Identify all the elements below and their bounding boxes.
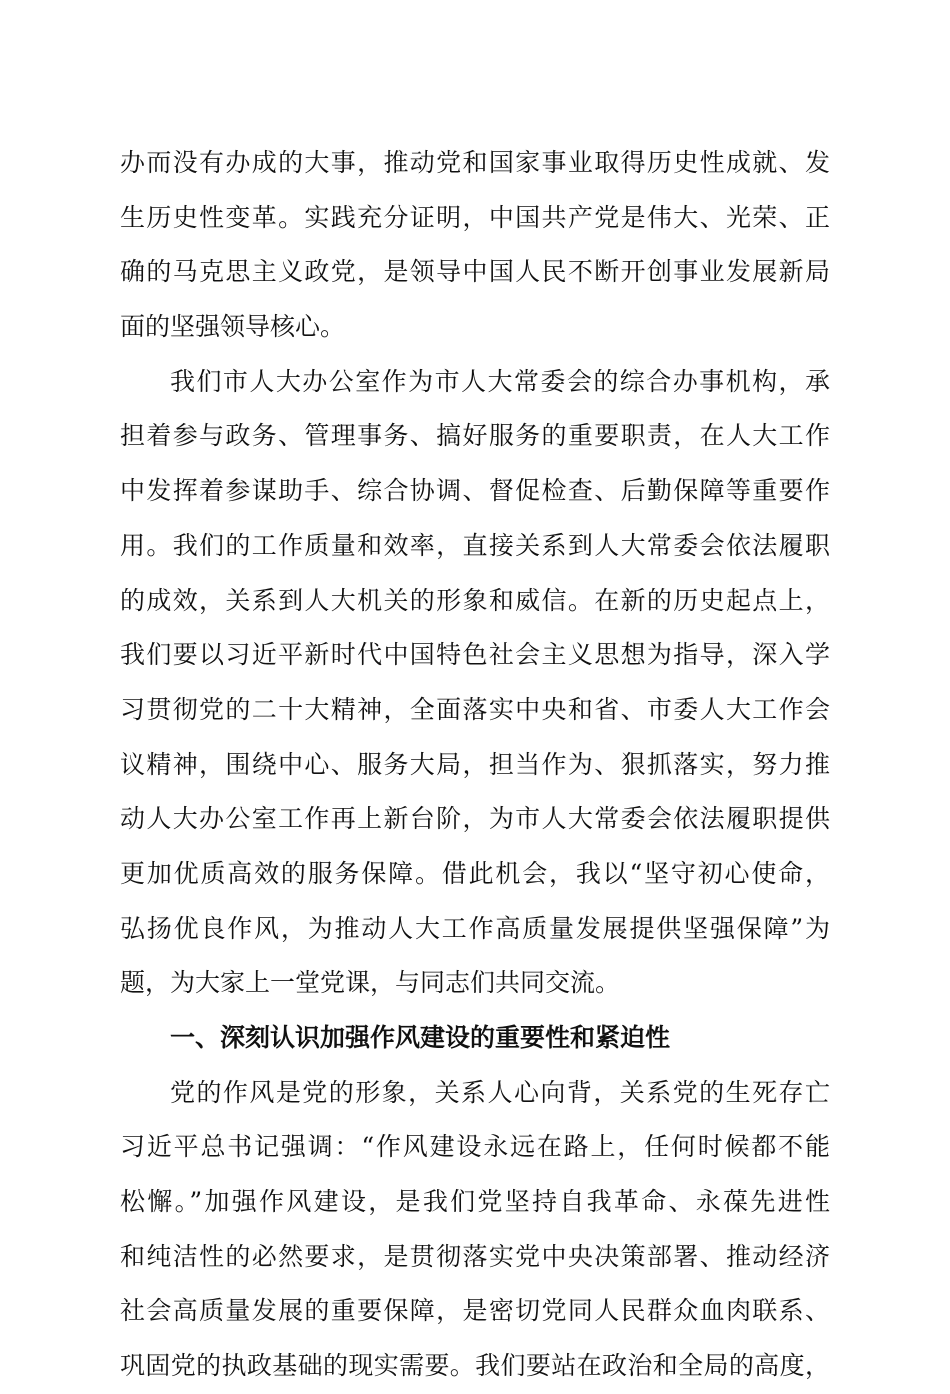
text-line: 更加优质高效的服务保障。借此机会，我以“坚守初心使命， — [120, 858, 830, 888]
text-line: 松懈。”加强作风建设，是我们党坚持自我革命、永葆先进性 — [120, 1187, 830, 1217]
text-line: 党的作风是党的形象，关系人心向背，关系党的生死存亡 — [170, 1077, 830, 1107]
text-line: 办而没有办成的大事，推动党和国家事业取得历史性成就、发 — [120, 148, 830, 177]
text-line: 的成效，关系到人大机关的形象和威信。在新的历史起点上， — [120, 585, 830, 615]
text-line: 和纯洁性的必然要求，是贯彻落实党中央决策部署、推动经济 — [120, 1241, 830, 1271]
text-line: 题，为大家上一堂党课，与同志们共同交流。 — [120, 968, 621, 998]
section-heading: 一、深刻认识加强作风建设的重要性和紧迫性 — [170, 1023, 671, 1052]
text-line: 动人大办公室工作再上新台阶，为市人大常委会依法履职提供 — [120, 804, 830, 834]
text-line: 习近平总书记强调：“作风建设永远在路上，任何时候都不能 — [120, 1132, 830, 1162]
text-line: 用。我们的工作质量和效率，直接关系到人大常委会依法履职 — [120, 530, 830, 560]
text-line: 担着参与政务、管理事务、搞好服务的重要职责，在人大工作 — [120, 421, 830, 451]
text-line: 中发挥着参谋助手、综合协调、督促检查、后勤保障等重要作 — [120, 476, 830, 506]
text-line: 社会高质量发展的重要保障，是密切党同人民群众血肉联系、 — [120, 1296, 830, 1326]
paragraph-2 — [120, 355, 830, 1011]
text-line: 弘扬优良作风，为推动人大工作高质量发展提供坚强保障”为 — [120, 913, 830, 943]
text-line: 生历史性变革。实践充分证明，中国共产党是伟大、光荣、正 — [120, 202, 830, 232]
document-body — [120, 136, 830, 1394]
text-line: 我们要以习近平新时代中国特色社会主义思想为指导，深入学 — [120, 640, 830, 670]
text-line: 议精神，围绕中心、服务大局，担当作为、狠抓落实，努力推 — [120, 749, 830, 779]
text-line: 我们市人大办公室作为市人大常委会的综合办事机构，承 — [170, 366, 830, 396]
text-line: 确的马克思主义政党，是领导中国人民不断开创事业发展新局 — [120, 257, 830, 287]
paragraph-3 — [120, 1066, 830, 1394]
text-line: 巩固党的执政基础的现实需要。我们要站在政治和全局的高度， — [120, 1351, 830, 1381]
paragraph-1 — [120, 136, 830, 355]
text-line: 习贯彻党的二十大精神，全面落实中央和省、市委人大工作会 — [120, 694, 830, 724]
text-line: 面的坚强领导核心。 — [120, 312, 346, 342]
